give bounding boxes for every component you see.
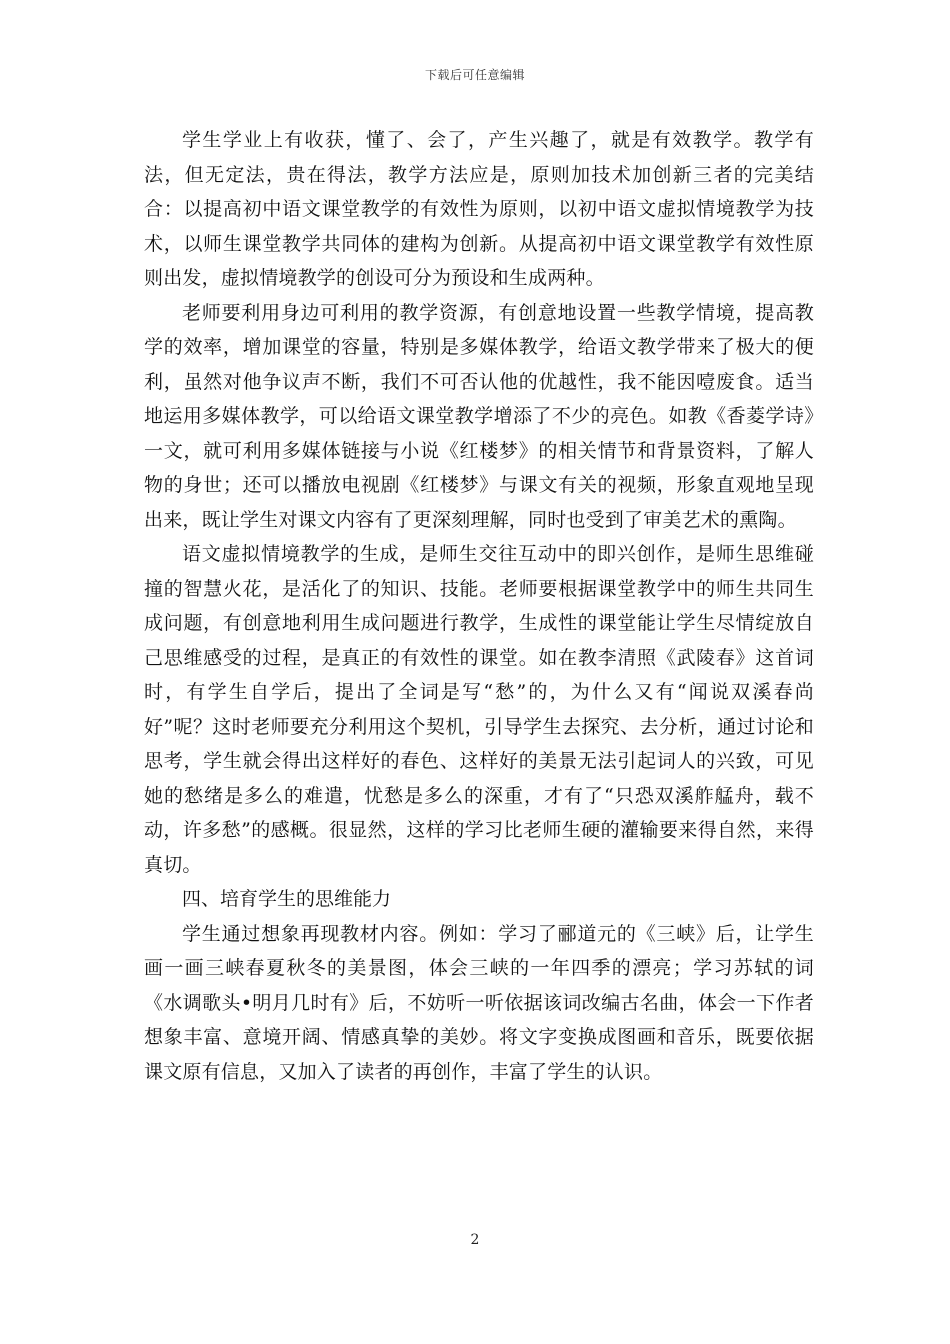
paragraph-imagination: 学生通过想象再现教材内容。例如：学习了郦道元的《三峡》后，让学生画一画三峡春夏秋冬的美景图，体会三峡的一年四季的漂亮；学习苏轼的词《水调歌头•明月几时有》后，不妨听一听依据该词改编古名曲，体会一下作者想象丰富、意境开阔、情感真挚的美妙。将文字变换成图画和音乐，既要依据课文原有信息，又加入了读者的再创作，丰富了学生的认识。 [144, 922, 814, 1083]
paragraph-effective-teaching: 学生学业上有收获，懂了、会了，产生兴趣了，就是有效教学。教学有法，但无定法，贵在得法，教学方法应是，原则加技术加创新三者的完美结合：以提高初中语文课堂教学的有效性为原则，以初中语文虚拟情境教学为技术，以师生课堂教学共同体的建构为创新。从提高初中语文课堂教学有效性原则出发，虚拟情境教学的创设可分为预设和生成两种。 [144, 129, 814, 289]
paragraph-multimedia-teaching: 老师要利用身边可利用的教学资源，有创意地设置一些教学情境，提高教学的效率，增加课堂的容量，特别是多媒体教学，给语文教学带来了极大的便利，虽然对他争议声不断，我们不可否认他的优越性，我不能因噎废食。适当地运用多媒体教学，可以给语文课堂教学增添了不少的亮色。如教《香菱学诗》一文，就可利用多媒体链接与小说《红楼梦》的相关情节和背景资料，了解人物的身世；还可以播放电视剧《红楼梦》与课文有关的视频，形象直观地呈现出来，既让学生对课文内容有了更深刻理解，同时也受到了审美艺术的熏陶。 [144, 301, 814, 531]
page-header: 下载后可任意编辑 [424, 68, 525, 82]
paragraph-generative-situation: 语文虚拟情境教学的生成，是师生交往互动中的即兴创作，是师生思维碰撞的智慧火花，是活化了的知识、技能。老师要根据课堂教学中的师生共同生成问题，有创意地利用生成问题进行教学，生成性的课堂能让学生尽情绽放自己思维感受的过程，是真正的有效性的课堂。如在教李清照《武陵春》这首词时，有学生自学后，提出了全词是写“愁”的，为什么又有“闻说双溪春尚好”呢？这时老师要充分利用这个契机，引导学生去探究、去分析，通过讨论和思考，学生就会得出这样好的春色、这样好的美景无法引起词人的兴致，可见她的愁绪是多么的难遣，忧愁是多么的深重，才有了“只恐双溪舴艋舟，载不动，许多愁”的感概。很显然，这样的学习比老师生硬的灌输要来得自然，来得真切。 [144, 543, 814, 876]
section-heading: 四、培育学生的思维能力 [182, 888, 392, 910]
page-number: 2 [470, 1232, 480, 1248]
document-body [144, 123, 814, 1089]
